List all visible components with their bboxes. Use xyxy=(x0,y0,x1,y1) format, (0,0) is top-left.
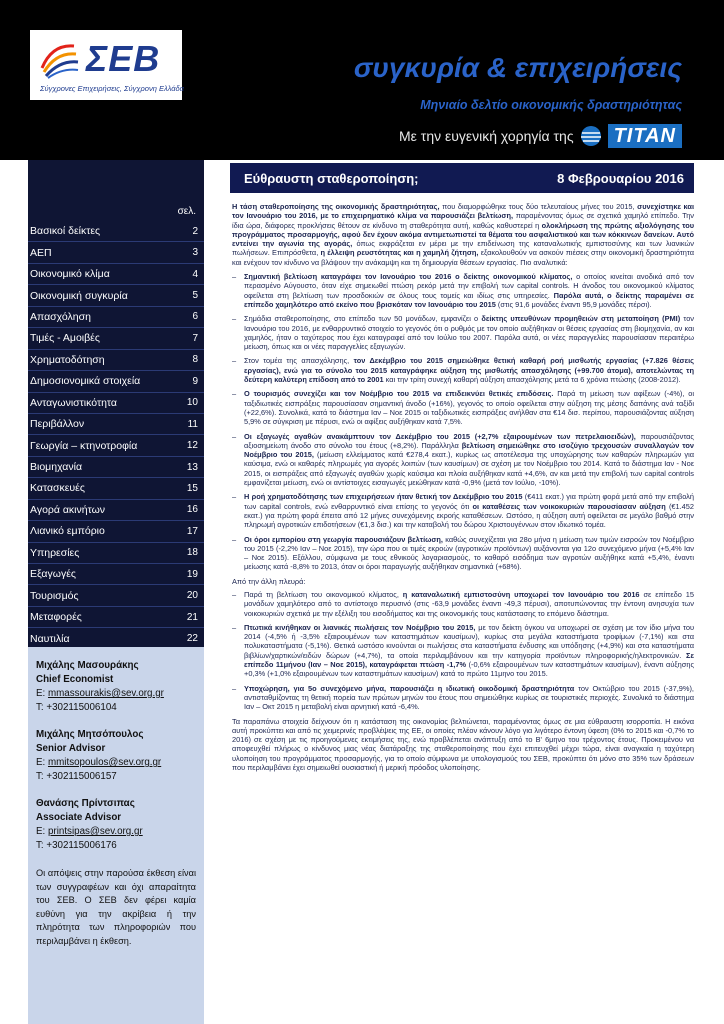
bullet-item xyxy=(232,389,694,426)
headline-banner xyxy=(230,163,694,193)
toc-label: Χρηματοδότηση xyxy=(30,353,105,366)
bullet-item xyxy=(232,590,694,618)
toc-label: Εξαγωγές xyxy=(30,568,76,581)
bullet-bold: η καταναλωτική εμπιστοσύνη υποχωρεί τον Ιανουάριο του 2016 xyxy=(402,589,640,599)
intro-text-3: όπως εκφράζεται εν μέρει με την επιδείνωση της καταναλωτικής εμπιστοσύνης και των λιανικών πωλήσεων. Επιπρόσθετα, xyxy=(232,239,694,258)
sev-logo xyxy=(30,30,182,100)
toc-page: 18 xyxy=(186,547,198,559)
intro-bold-3: ολοκλήρωση της πρώτης αξιολόγησης του προγράμματος προσαρμογής, αφού δεν έχουν ακόμα αντιμετωπιστεί τα θέματα του ασφαλιστικού και των κόκκινων δανείων. xyxy=(232,220,695,239)
toc-label: Γεωργία – κτηνοτροφία xyxy=(30,439,138,452)
bullet-text: τον Ιανουάριο του 2016, με ενθαρρυντικό στοιχείο το γεγονός ότι ο ρυθμός με τον οποίο αυξήθηκαν οι θέσεις εργασίας στη βιομηχανία, αν και χαμηλός, ήταν ο ταχύτερος που έχει καταγραφεί από τον Ιούλιο του 2007. Παρόλα αυτά, οι νέες παραγγελίες παρουσίασαν περαιτέρω μείωση, όπως και οι νέες παραγγελίες εξαγωγών. xyxy=(244,314,694,352)
email-prefix: E: xyxy=(36,826,48,837)
header xyxy=(0,0,724,160)
contacts-box xyxy=(28,647,204,1024)
toc-label: ΑΕΠ xyxy=(30,246,52,259)
toc-label: Δημοσιονομικά στοιχεία xyxy=(30,375,141,388)
contact-email-line xyxy=(36,825,196,839)
bullet-item xyxy=(232,432,694,488)
toc-item[interactable] xyxy=(28,500,204,521)
toc-page: 16 xyxy=(186,504,198,516)
toc-item[interactable] xyxy=(28,607,204,628)
bullet-text: παρουσιάζοντας αξιοσημείωτη άνοδο στο σύνολο του έτους (+8,2%). Παράλληλα xyxy=(244,431,694,450)
toc-item[interactable] xyxy=(28,285,204,306)
toc-page: 22 xyxy=(186,633,198,645)
bullet-item xyxy=(232,535,694,572)
disclaimer-text: Οι απόψεις στην παρούσα έκθεση είναι των συγγραφέων και όχι απαραίτητα του ΣΕΒ. Ο ΣΕΒ δεν φέρει καμία ευθύνη για την ακρίβεια ή την πληρότητα των πληροφοριών που περιλαμβάνει η έκθεση. xyxy=(36,868,196,946)
toc-label: Κατασκευές xyxy=(30,482,85,495)
bullet-item xyxy=(232,272,694,309)
contact-name: Μιχάλης Μασουράκης xyxy=(36,660,139,671)
contact-phone: T: +302115006157 xyxy=(36,771,117,782)
contact-email-link[interactable]: mmitsopoulos@sev.org.gr xyxy=(47,757,162,768)
toc-page: 21 xyxy=(186,611,198,623)
bullet-bold: τον Δεκέμβριο του 2015 σημειώθηκε θετική καθαρή ροή μισθωτής εργασίας (+7.826 θέσεις εργασίας), ενώ για το σύνολο του 2015 καταγράφηκε αύξηση της μισθωτής απασχόλησης (+99.700 άτομα), αποτελώντας τη δεύτερη καλύτερη επίδοση από το 2001 xyxy=(244,356,694,385)
bullet-item xyxy=(232,356,694,384)
toc-label: Μεταφορές xyxy=(30,611,82,624)
contact-phone: T: +302115006176 xyxy=(36,840,117,851)
negative-bullets xyxy=(232,590,694,712)
toc-label: Ανταγωνιστικότητα xyxy=(30,396,117,409)
bullet-bold: Ο τουρισμός συνεχίζει και τον Νοέμβριο του 2015 να επιδεικνύει θετικές επιδόσεις. xyxy=(244,389,554,399)
positive-bullets xyxy=(232,272,694,572)
bullet-text: τον Οκτώβριο του 2015 (-37,9%), αντισταθμίζοντας τη θετική πορεία των πρώτων μηνών του έτους που σημειώθηκε κυρίως σε τουριστικές περιοχές. Συνολικά το διάστημα Ιαν – Οκτ 2015 η μεταβολή είναι αρνητική κατά -6,4%. xyxy=(244,683,694,712)
toc-label: Ναυτιλία xyxy=(30,632,70,645)
bullet-bold: Υποχώρηση, για 5ο συνεχόμενο μήνα, παρουσιάζει η ιδιωτική οικοδομική δραστηριότητα xyxy=(244,683,575,693)
toc-item[interactable] xyxy=(28,457,204,478)
bullet-bold: δείκτης υπευθύνων προμηθειών στη μεταποίηση (PMI) xyxy=(481,314,681,324)
bullet-bold: Η ροή χρηματοδότησης των επιχειρήσεων ήταν θετική τον Δεκέμβριο του 2015 xyxy=(244,492,523,502)
toc-item[interactable] xyxy=(28,371,204,392)
toc-page: 20 xyxy=(186,590,198,602)
toc-page: 17 xyxy=(186,525,198,537)
bullet-item xyxy=(232,623,694,679)
toc-item[interactable] xyxy=(28,242,204,263)
bullet-text: Σημάδια σταθεροποίησης, στο επίπεδο των 50 μονάδων, εμφανίζει ο xyxy=(244,314,482,324)
bullet-bold: οι καταθέσεις των νοικοκυριών παρουσίασαν αύξηση xyxy=(472,501,666,511)
contact-role: Chief Economist xyxy=(36,674,114,685)
toc-page: 13 xyxy=(186,461,198,473)
intro-bold-2: συνεχίστηκε και τον Ιανουάριο του 2016, με το επιχειρηματικό κλίμα να παρουσιάζει βελτίωση, xyxy=(232,202,695,221)
intro-text-1: που διαμορφώθηκε τους δύο τελευταίους μήνες του 2015, xyxy=(439,202,638,211)
toc-item[interactable] xyxy=(28,307,204,328)
toc-label: Οικονομική συγκυρία xyxy=(30,289,128,302)
toc-item[interactable] xyxy=(28,264,204,285)
email-prefix: E: xyxy=(36,757,48,768)
logo-wordmark: ΣΕΒ xyxy=(86,38,161,79)
publication-subtitle: Μηνιαίο δελτίο οικονομικής δραστηριότητας xyxy=(420,98,682,112)
bullet-item xyxy=(232,314,694,351)
contact-card xyxy=(36,728,196,784)
toc-item[interactable] xyxy=(28,393,204,414)
sidebar xyxy=(28,160,204,1024)
other-side-label: Από την άλλη πλευρά: xyxy=(232,576,306,586)
contact-role: Senior Advisor xyxy=(36,743,106,754)
bullet-text: Παρά τη μείωση των αφίξεων (-4%), οι ταξιδιωτικές εισπράξεις παρουσίασαν σημαντική άνοδο (+16%), γεγονός το οποίο οφείλεται στην αύξηση της μέσης δαπάνης ανά ταξίδι (+22,6%). Συνολικά, κατά το διάστημα Ιαν – Νοε 2015 οι ταξιδιωτικές εισπράξεις ανήλθαν στα €14 δισ. περίπου, παρουσιάζοντας αύξηση 5,9% σε σύγκριση με πέρυσι, ενώ οι αφίξεις αυξήθηκαν κατά 7,5%. xyxy=(244,389,695,427)
toc-item[interactable] xyxy=(28,521,204,542)
bullet-text: και την τρίτη συνεχή καθαρή αύξηση απασχόλησης μετά τα 6 χρόνια πτώσης (2008-2012). xyxy=(383,375,681,385)
titan-logo: TITAN xyxy=(608,124,682,148)
toc-label: Οικονομικό κλίμα xyxy=(30,268,110,281)
toc-label: Βασικοί δείκτες xyxy=(30,225,101,238)
sponsor-text: Με την ευγενική χορηγία της xyxy=(399,128,574,144)
toc-item[interactable] xyxy=(28,435,204,456)
bullet-text: (€1.452 εκατ.) για πρώτη φορά έπειτα από 12 μήνες συνεχόμενης εκροής καταθέσεων. Ωστόσο, η αύξηση αυτή οφείλεται σε μεγάλο βαθμό στην πληρωμή αγροτικών επιδοτήσεων (€1,3 δισ.) και την καταβολή του δώρου Χριστουγέννων στον ιδιωτικό τομέα. xyxy=(244,501,695,530)
bullet-text: (-0,6% εξαιρουμένων των καταστημάτων καυσίμων), έναντι αύξησης +0,3% (+1,0% εξαιρουμένων των καταστημάτων καυσίμων) κατά το πρώτο 11μηνο του 2015. xyxy=(244,660,695,679)
bullet-bold: Οι εξαγωγές αγαθών ανακάμπτουν τον Δεκέμβριο του 2015 (+2,7% εξαιρουμένων των πετρελαιοειδών), xyxy=(244,431,636,441)
toc-page: 6 xyxy=(192,311,198,323)
contact-email-link[interactable]: printsipas@sev.org.gr xyxy=(47,826,143,837)
toc-page: 11 xyxy=(187,418,198,430)
toc-item[interactable] xyxy=(28,564,204,585)
toc-label: Βιομηχανία xyxy=(30,461,83,474)
bullet-text: Στον τομέα της απασχόλησης, xyxy=(244,356,354,366)
bullet-bold: Σε επίπεδο 11μήνου (Ιαν – Νοε 2015), καταγράφεται πτώση -1,7% xyxy=(244,650,694,670)
toc-label: Αγορά ακινήτων xyxy=(30,503,106,516)
contact-role: Associate Advisor xyxy=(36,812,122,823)
issue-date: 8 Φεβρουαρίου 2016 xyxy=(557,170,684,186)
toc-page: 8 xyxy=(192,354,198,366)
bullet-bold: Παρόλα αυτά, ο δείκτης παραμένει σε επίπεδο χαμηλότερο από εκείνο που βρισκόταν τον Ιανουάριο του 2015 xyxy=(244,290,694,309)
toc-label: Υπηρεσίες xyxy=(30,546,80,559)
table-of-contents xyxy=(28,221,204,650)
closing-paragraph: Τα παραπάνω στοιχεία δείχνουν ότι η κατάσταση της οικονομίας βελτιώνεται, παραμένοντας όμως σε μια εύθραυστη ισορροπία. Η εικόνα αυτή προκύπτει και από τις χειμερινές προβλέψεις της ΕΕ, οι οποίες πλέον κάνουν λόγο για λιγότερο έντονη ύφεση (0% το 2015 και -0,7% το 2016) σε σχέση με τις προηγούμενες εκτιμήσεις της, ενώ προβλέπεται ανάπτυξη από το Β' 6μηνο του τρέχοντος έτους. Προκειμένου να αποφευχθεί πλήρως ο κίνδυνος μιας νέας διατάραξης της σταθεροποίησης που έχει επιτευχθεί μέχρι τώρα, είναι αναγκαία η ταχύτερη υλοποίηση του προγράμματος προσαρμογής, για το οποίο σύμφωνα με υπολογισμούς του ΣΕΒ, προκύπτει ότι μόνο στο 35% των δράσεων που περιλαμβάνει έχει σημειωθεί ουσιαστική ή μερική πρόοδος υλοποίησης. xyxy=(232,716,694,773)
toc-page: 4 xyxy=(192,268,198,280)
toc-page: 10 xyxy=(186,397,198,409)
contact-email-line xyxy=(36,687,196,701)
toc-label: Περιβάλλον xyxy=(30,418,85,431)
headline: Εύθραυστη σταθεροποίηση; xyxy=(244,170,419,186)
bullet-item xyxy=(232,684,694,712)
bullet-text: καθώς συνεχίζεται για 28ο μήνα η μείωση των τιμών εισροών τον Νοέμβριο του 2015 (-2,2% Ιαν – Νοε 2015), την ώρα που οι τιμές εκροών (αγροτικών προϊόντων) αυξάνονται για 12ο συνεχόμενο μήνα (+5,4% Ιαν – Νοε 2015). Εξάλλου, σύμφωνα με τους εθνικούς λογαριασμούς, το καθαρό εισόδημα των αγροτών αυξήθηκε κατά +5,4%, έναντι μείωσης κατά -8,8% το 2013, όταν οι όροι παραγωγής αυξήθηκαν σημαντικά (+68%). xyxy=(244,534,694,572)
contact-card xyxy=(36,797,196,853)
toc-page: 19 xyxy=(186,568,198,580)
toc-item[interactable] xyxy=(28,221,204,242)
toc-label: Λιανικό εμπόριο xyxy=(30,525,105,538)
toc-page: 3 xyxy=(192,247,198,259)
publication-title: συγκυρία & επιχειρήσεις xyxy=(353,52,682,83)
intro-bold-1: Η τάση σταθεροποίησης της οικονομικής δραστηριότητας, xyxy=(232,202,440,211)
contact-card xyxy=(36,659,196,715)
toc-label: Τιμές - Αμοιβές xyxy=(30,332,100,345)
toc-page: 9 xyxy=(192,375,198,387)
titan-globe-icon xyxy=(580,125,602,147)
logo-tagline: Σύγχρονες Επιχειρήσεις, Σύγχρονη Ελλάδα xyxy=(40,84,184,93)
toc-page: 5 xyxy=(192,290,198,302)
intro-paragraph xyxy=(232,202,694,267)
bullet-text: (μείωση ελλείμματος κατά €278,4 εκατ.), κυρίως ως αποτέλεσμα της υποχώρησης των καθαρών πληρωμών για καύσιμα, ενώ οι καθαρές πληρωμές για αγορές λοιπών (των καυσίμων) σε σχέση με τον Νοέμβριο του 2014. Κατά το διάστημα Ιαν - Νοε 2015, οι εισπράξεις από εξαγωγές αγαθών χωρίς καύσιμα και πλοία αυξήθηκαν κατά +4,6%, αν και μετά την επιβολή των capital controls εμφανίζεται μείωση, ενώ οι αντίστοιχες εισαγωγές μειώθηκαν κατά -0,9% (μετά τον Ιούλιο, -10%). xyxy=(244,450,694,488)
contact-email-line xyxy=(36,756,196,770)
bullet-bold: Σημαντική βελτίωση καταγράφει τον Ιανουάριο του 2016 ο δείκτης οικονομικού κλίματος, xyxy=(244,272,573,282)
toc-page: 12 xyxy=(186,440,198,452)
contact-phone: T: +302115006104 xyxy=(36,702,117,713)
toc-item[interactable] xyxy=(28,543,204,564)
toc-item[interactable] xyxy=(28,585,204,606)
bullet-bold: Οι όροι εμπορίου στη γεωργία παρουσιάζουν βελτίωση, xyxy=(244,534,443,544)
intro-text-2: παραμένοντας όμως σε σχετικά χαμηλό επίπεδο. Την ίδια ώρα, διάφορες προκλήσεις θέτουν σε κίνδυνο τη σταθερότητα αυτή, καθώς καθυστερεί η xyxy=(232,211,694,230)
bullet-text: με τον δείκτη όγκου να υποχωρεί σε σχέση με τον ίδιο μήνα του 2014 (-4,5% ή -3,5% εξαιρουμένων των καταστημάτων καυσίμων), κυρίως στα μεγάλα καταστήματα τροφίμων (-7,1%) και στα πολυκαταστήματα (-5,1%). Θετικά ωστόσο κινούνται οι πωλήσεις στα καταστήματα ένδυσης και υπόδησης (+4,9%) και στα καταστήματα βιβλίων/χαρτικών/ειδών δώρων (+4,7%), τα οποία περιλαμβάνουν και την κατηγορία προϊόντων πληροφορικής/ηλεκτρονικών. xyxy=(244,622,694,660)
toc-label: Απασχόληση xyxy=(30,310,91,323)
toc-item[interactable] xyxy=(28,478,204,499)
toc-item[interactable] xyxy=(28,350,204,371)
bullet-item xyxy=(232,492,694,529)
bullet-text: Παρά τη βελτίωση του οικονομικού κλίματος, xyxy=(244,589,403,599)
contact-email-link[interactable]: mmassourakis@sev.org.gr xyxy=(47,688,164,699)
bullet-text: (στις 91,6 μονάδες έναντι 95,9 μονάδες πέρσι). xyxy=(495,299,652,309)
bullet-text: ο οποίος κινείται ανοδικά από τον περασμένο Αύγουστο, όταν είχε σημειωθεί πτώση ρεκόρ μετά την επιβολή των capital controls. Η άνοδος του οικονομικού κλίματος οφείλεται στη βελτίωση των προσδοκιών σε όλους τους τομείς και ιδίως στις υπηρεσίες. xyxy=(244,272,694,300)
intro-bold-5: η έλλειψη ρευστότητας και η χαμηλή ζήτηση, xyxy=(320,248,479,258)
toc-item[interactable] xyxy=(28,414,204,435)
toc-page: 15 xyxy=(186,482,198,494)
intro-bold-4: Αυτό εντείνει την αγωνία της αγοράς, xyxy=(232,229,694,249)
bullet-bold: Πτωτικά κινήθηκαν οι λιανικές πωλήσεις τον Νοέμβριο του 2015, xyxy=(244,622,476,632)
email-prefix: E: xyxy=(36,688,48,699)
toc-page: 7 xyxy=(192,332,198,344)
toc-page: 2 xyxy=(192,225,198,237)
main-content xyxy=(232,202,694,1020)
intro-text-4: εξακολουθούν να ασκούν πιέσεις στην οικονομική δραστηριότητα και ενέχουν τον κίνδυνο να βλάψουν την ανάκαμψη και τη δημιουργία θέσεων εργασίας. Πιο αναλυτικά: xyxy=(232,248,694,267)
sponsor-line xyxy=(399,122,682,150)
contact-name: Θανάσης Πρίντσιπας xyxy=(36,798,135,809)
toc-page-header: σελ. xyxy=(177,206,196,217)
contact-name: Μιχάλης Μητσόπουλος xyxy=(36,729,144,740)
toc-label: Τουρισμός xyxy=(30,589,79,602)
sev-swoosh-icon xyxy=(38,38,80,80)
bullet-text: σε επίπεδο 15 μονάδων χαμηλότερο από το αντίστοιχο περυσινό (στις -63,9 μονάδες έναντι -49,3 πέρυσι), αποτυπώνοντας την έντονη ανησυχία των νοικοκυριών σχετικά με την εξέλιξη του εισοδήματος και της οικονομικής τους κατάστασης το επόμενο διάστημα. xyxy=(244,589,694,618)
toc-item[interactable] xyxy=(28,328,204,349)
bullet-text: (€411 εκατ.) για πρώτη φορά μετά από την επιβολή των capital controls, ενώ ενθαρρυντικό είναι επίσης το γεγονός ότι xyxy=(244,492,694,511)
bullet-bold: βελτίωση σημειώθηκε στο ισοζύγιο τρεχουσών συναλλαγών τον Νοέμβριο του 2015, xyxy=(244,440,694,460)
